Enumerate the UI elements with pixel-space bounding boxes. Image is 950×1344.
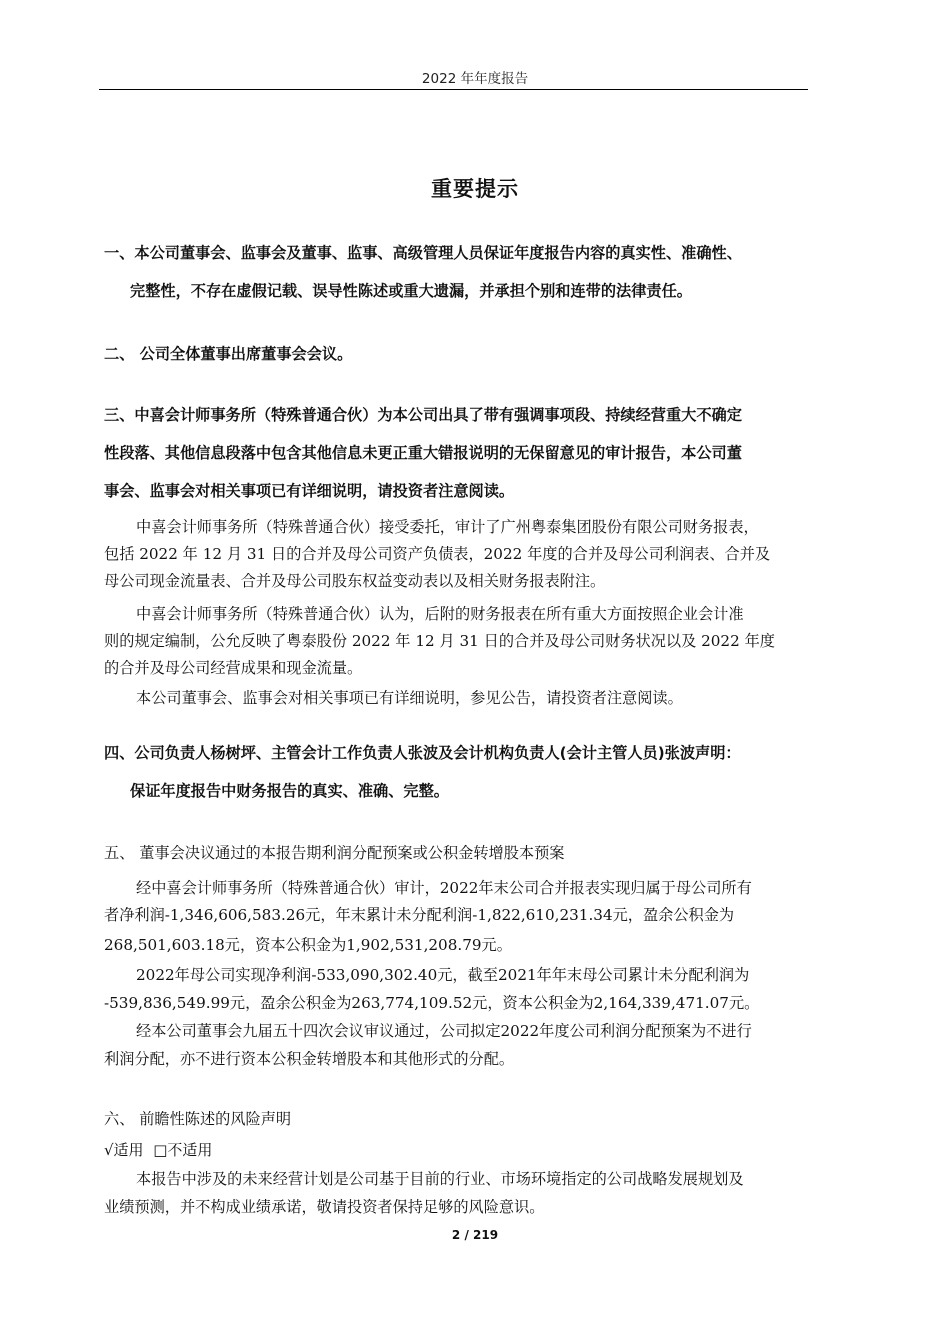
item-four-line-2: 保证年度报告中财务报告的真实、准确、完整。 (130, 782, 449, 800)
item-three-line-1: 三、中喜会计师事务所（特殊普通合伙）为本公司出具了带有强调事项段、持续经营重大不确定 (104, 406, 742, 424)
profit-para-2-line-2: -539,836,549.99元，盈余公积金为263,774,109.52元，资本公积金为2,164,339,471.07元。 (104, 994, 760, 1012)
item-four-line-1: 四、公司负责人杨树坪、主管会计工作负责人张波及会计机构负责人(会计主管人员)张波声明： (104, 744, 741, 762)
risk-para-line-2: 业绩预测，并不构成业绩承诺，敬请投资者保持足够的风险意识。 (104, 1198, 545, 1216)
item-five-heading: 五、 董事会决议通过的本报告期利润分配预案或公积金转增股本预案 (104, 844, 565, 862)
profit-para-3-line-2: 利润分配，亦不进行资本公积金转增股本和其他形式的分配。 (104, 1050, 515, 1068)
audit-para-1-line-2: 包括 2022 年 12 月 31 日的合并及母公司资产负债表，2022 年度的合并及母公司利润表、合并及 (104, 545, 771, 563)
page-number: 2 / 219 (451, 1228, 499, 1242)
not-applicable-checkbox: □不适用 (153, 1141, 213, 1159)
item-one-line-1: 一、本公司董事会、监事会及董事、监事、高级管理人员保证年度报告内容的真实性、准确性、 (104, 244, 742, 262)
audit-para-2-line-2: 则的规定编制，公允反映了粤泰股份 2022 年 12 月 31 日的合并及母公司财务状况以及 2022 年度 (104, 632, 775, 650)
audit-para-1-line-1: 中喜会计师事务所（特殊普通合伙）接受委托，审计了广州粤泰集团股份有限公司财务报表， (136, 518, 759, 536)
page-title: 重要提示 (431, 177, 519, 201)
item-one-line-2: 完整性，不存在虚假记载、误导性陈述或重大遗漏，并承担个别和连带的法律责任。 (130, 282, 692, 300)
item-three-line-2: 性段落、其他信息段落中包含其他信息未更正重大错报说明的无保留意见的审计报告，本公司董 (104, 444, 742, 462)
profit-para-1-line-1: 经中喜会计师事务所（特殊普通合伙）审计，2022年末公司合并报表实现归属于母公司所有 (136, 879, 752, 897)
item-six-heading: 六、 前瞻性陈述的风险声明 (104, 1110, 292, 1128)
header-rule (99, 89, 808, 90)
profit-para-2-line-1: 2022年母公司实现净利润-533,090,302.40元，截至2021年年末母公司累计未分配利润为 (136, 966, 750, 984)
audit-para-2-line-3: 的合并及母公司经营成果和现金流量。 (104, 659, 363, 677)
audit-para-3-line-1: 本公司董事会、监事会对相关事项已有详细说明，参见公告，请投资者注意阅读。 (136, 689, 683, 707)
audit-para-1-line-3: 母公司现金流量表、合并及母公司股东权益变动表以及相关财务报表附注。 (104, 572, 606, 590)
item-two-line-1: 二、 公司全体董事出席董事会会议。 (104, 345, 353, 363)
risk-para-line-1: 本报告中涉及的未来经营计划是公司基于目前的行业、市场环境指定的公司战略发展规划及 (136, 1170, 744, 1188)
applicability-row (104, 1139, 212, 1161)
audit-para-2-line-1: 中喜会计师事务所（特殊普通合伙）认为，后附的财务报表在所有重大方面按照企业会计准 (136, 605, 744, 623)
profit-para-1-line-2: 者净利润-1,346,606,583.26元，年末累计未分配利润-1,822,610,231.34元，盈余公积金为 (104, 906, 735, 924)
profit-para-1-line-3: 268,501,603.18元，资本公积金为1,902,531,208.79元。 (104, 936, 512, 954)
profit-para-3-line-1: 经本公司董事会九届五十四次会议审议通过，公司拟定2022年度公司利润分配预案为不进行 (136, 1022, 752, 1040)
applicable-checkbox: √适用 (104, 1141, 144, 1159)
item-three-line-3: 事会、监事会对相关事项已有详细说明，请投资者注意阅读。 (104, 482, 515, 500)
running-header: 2022 年年度报告 (421, 71, 529, 87)
